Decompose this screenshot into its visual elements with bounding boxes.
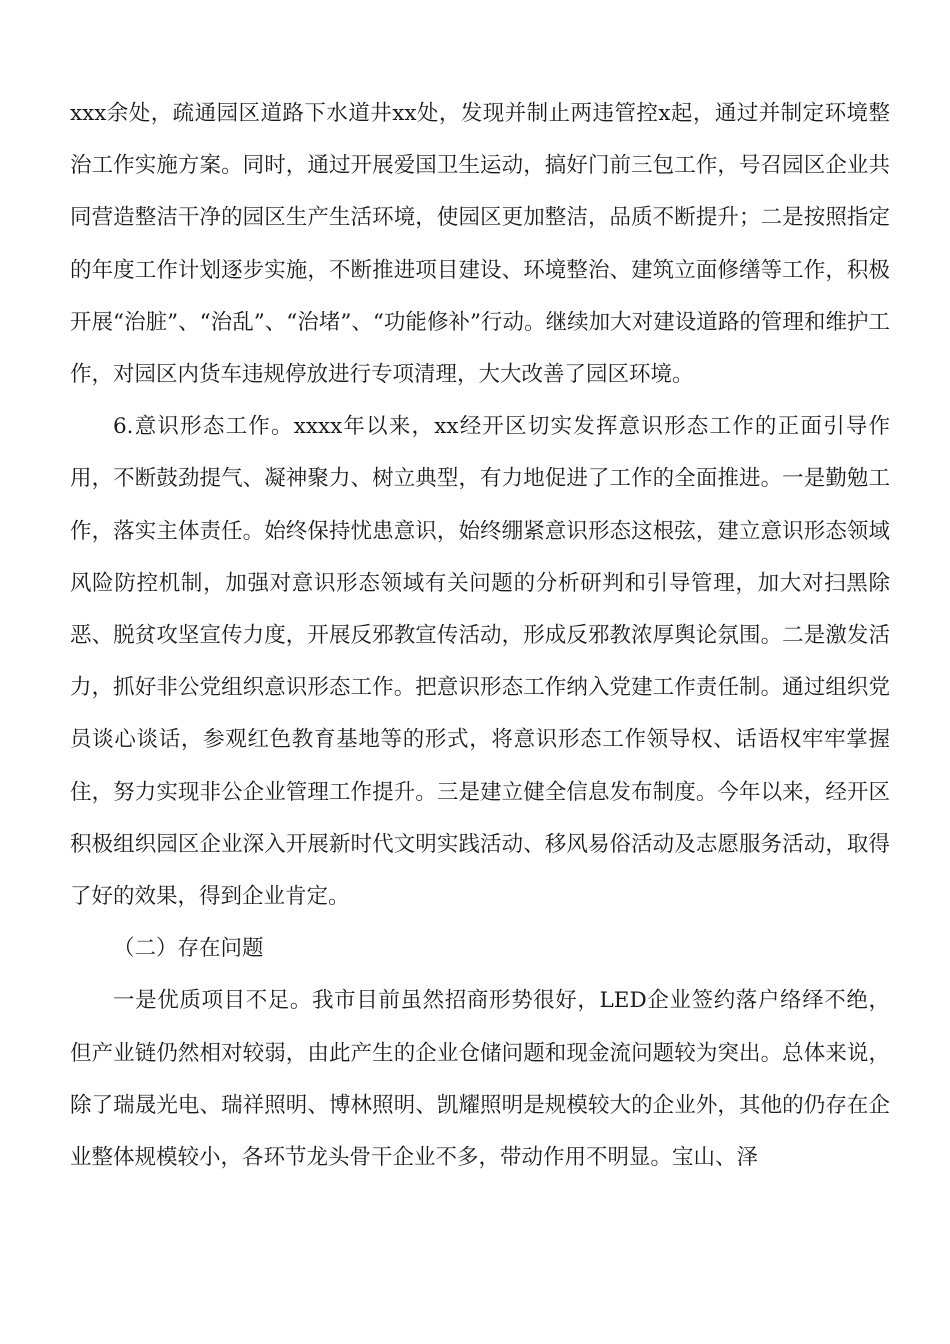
paragraph-quality-projects: 一是优质项目不足。我市目前虽然招商形势很好，LED企业签约落户络绎不绝，但产业链仍然相对较弱，由此产生的企业仓储问题和现金流问题较为突出。总体来说，除了瑞晟光电、瑞祥照明、博林照明、凯耀照明是规模较大的企业外，其他的仍存在企业整体规模较小，各环节龙头骨干企业不多，带动作用不明显。宝山、泽 xyxy=(70,988,890,1171)
document-body xyxy=(70,88,890,1184)
section-heading-existing-problems: （二）存在问题 xyxy=(113,936,264,962)
paragraph-environment-remediation: xxx余处，疏通园区道路下水道井xx处，发现并制止两违管控x起，通过并制定环境整治工作实施方案。同时，通过开展爱国卫生运动，搞好门前三包工作，号召园区企业共同营造整洁干净的园区生产生活环境，使园区更加整洁，品质不断提升；二是按照指定的年度工作计划逐步实施，不断推进项目建设、环境整治、建筑立面修缮等工作，积极开展“治脏”、“治乱”、“治堵”、“功能修补”行动。继续加大对建设道路的管理和维护工作，对园区内货车违规停放进行专项清理，大大改善了园区环境。 xyxy=(70,101,890,388)
paragraph-ideology-work: 6.意识形态工作。xxxx年以来，xx经开区切实发挥意识形态工作的正面引导作用，不断鼓劲提气、凝神聚力、树立典型，有力地促进了工作的全面推进。一是勤勉工作，落实主体责任。始终保持忧患意识，始终绷紧意识形态这根弦，建立意识形态领域风险防控机制，加强对意识形态领域有关问题的分析研判和引导管理，加大对扫黑除恶、脱贫攻坚宣传力度，开展反邪教宣传活动，形成反邪教浓厚舆论氛围。二是激发活力，抓好非公党组织意识形态工作。把意识形态工作纳入党建工作责任制。通过组织党员谈心谈话，参观红色教育基地等的形式，将意识形态工作领导权、话语权牢牢掌握住，努力实现非公企业管理工作提升。三是建立健全信息发布制度。今年以来，经开区积极组织园区企业深入开展新时代文明实践活动、移风易俗活动及志愿服务活动，取得了好的效果，得到企业肯定。 xyxy=(70,414,890,910)
